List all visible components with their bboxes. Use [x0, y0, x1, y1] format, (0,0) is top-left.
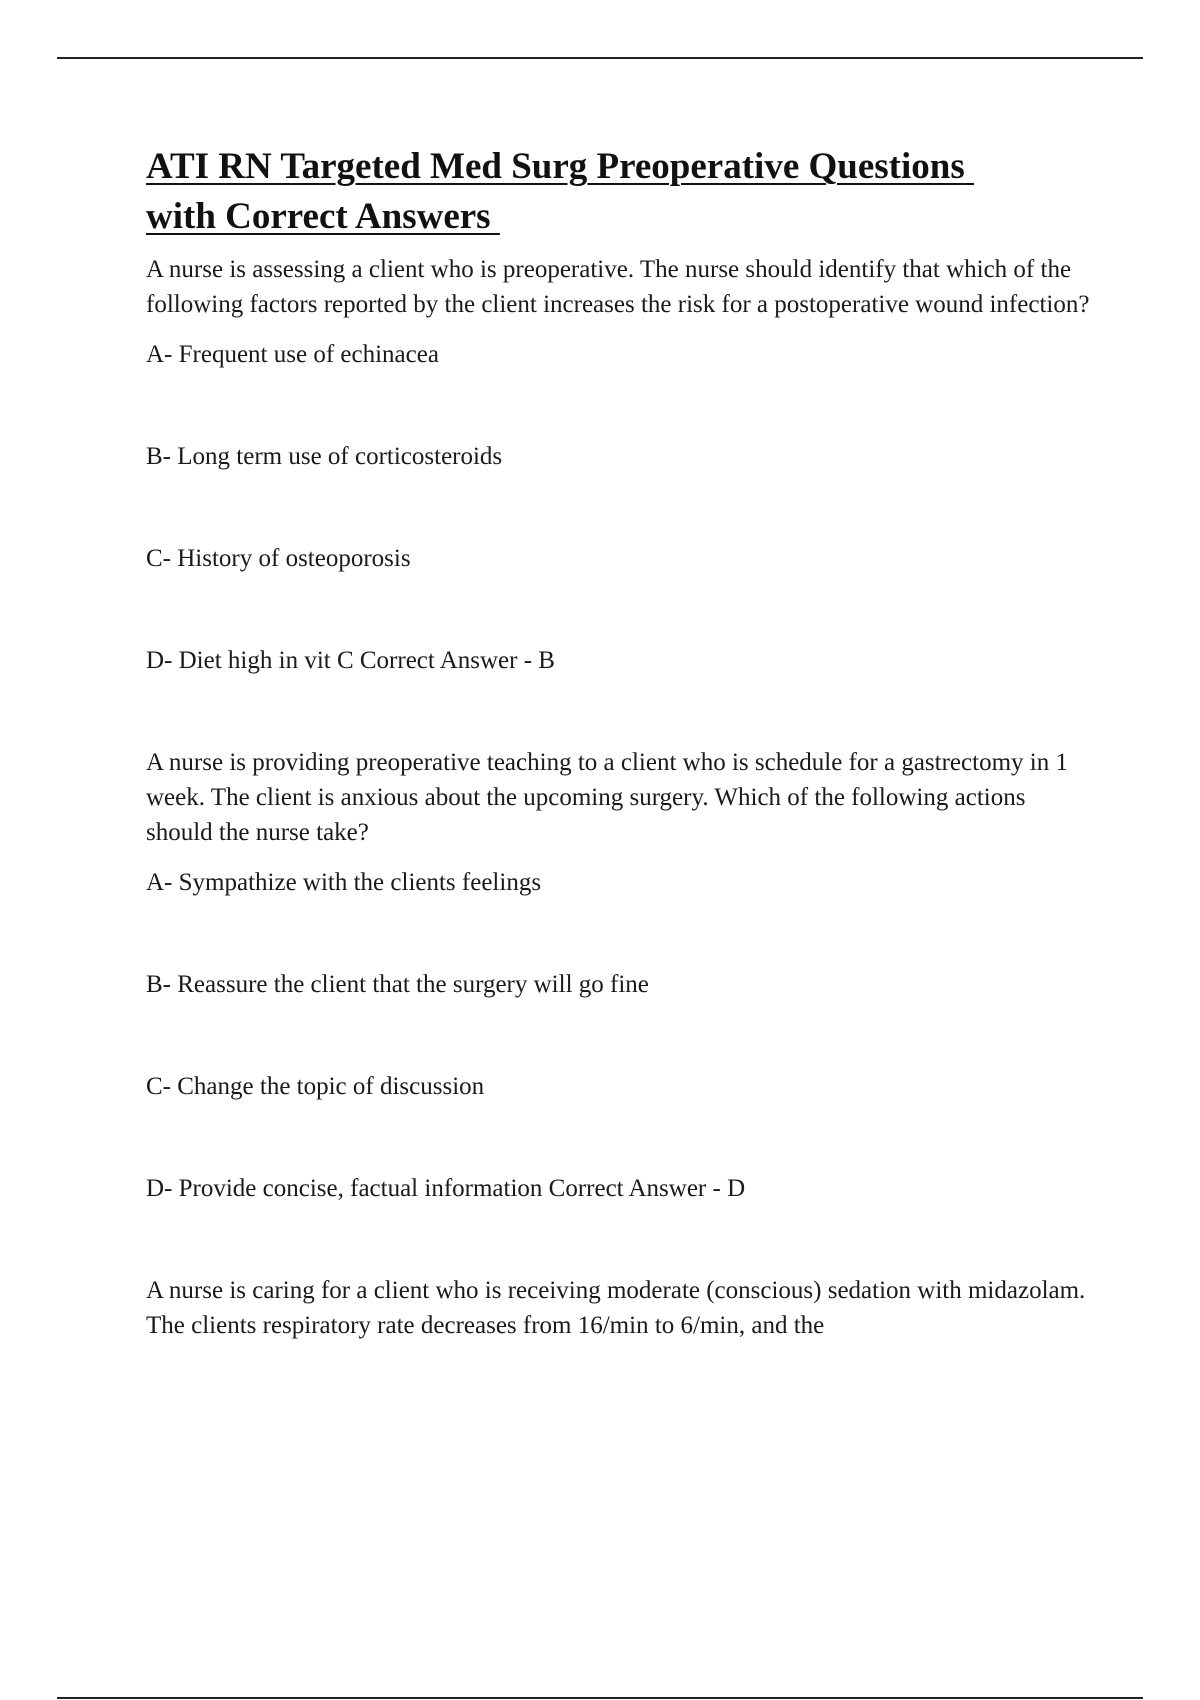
- question-stem: A nurse is assessing a client who is preoperative. The nurse should identify that which of the following factors reported by the client increases the risk for a postoperative wound infection?: [146, 256, 1090, 318]
- question-stem: A nurse is caring for a client who is receiving moderate (conscious) sedation with midazolam. The clients respiratory rate decreases from 16/min to 6/min, and the: [146, 1277, 1086, 1339]
- header-rule: [57, 57, 1143, 59]
- answer-option-d: D- Diet high in vit C Correct Answer - B: [146, 647, 555, 674]
- answer-option-a: A- Sympathize with the clients feelings: [146, 869, 542, 896]
- answer-option-d: D- Provide concise, factual information Correct Answer - D: [146, 1175, 746, 1202]
- title-line-1: ATI RN Targeted Med Surg Preoperative Questions: [146, 146, 965, 187]
- title-line-2: with Correct Answers: [146, 196, 491, 237]
- question-stem: A nurse is providing preoperative teaching to a client who is schedule for a gastrectomy in 1 week. The client is anxious about the upcoming surgery. Which of the following actions should the nurse take?: [146, 749, 1068, 846]
- answer-option-b: B- Long term use of corticosteroids: [146, 443, 503, 470]
- document-title: [146, 142, 1096, 242]
- question-1: [146, 252, 1096, 678]
- footer-rule: [57, 1697, 1143, 1699]
- question-2: [146, 745, 1096, 1206]
- document-body: [146, 142, 1096, 1343]
- question-3: [146, 1273, 1096, 1343]
- answer-option-c: C- Change the topic of discussion: [146, 1073, 485, 1100]
- answer-option-b: B- Reassure the client that the surgery will go fine: [146, 971, 649, 998]
- answer-option-a: A- Frequent use of echinacea: [146, 341, 439, 368]
- answer-option-c: C- History of osteoporosis: [146, 545, 411, 572]
